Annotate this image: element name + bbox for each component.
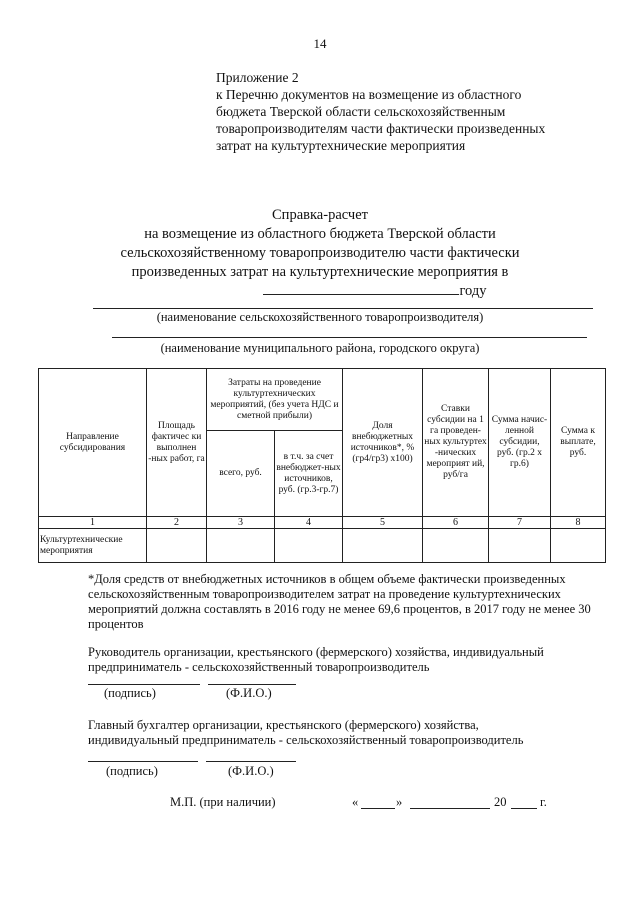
footnote: *Доля средств от внебюджетных источников в общем объеме фактически произведенных сельскохозяйственным товаропроизводителем затрат на проведение культуртехнических мероприятий должна составлять в 2016 году не менее 69,6 процентов, в 2017 году не менее 30 процентов — [88, 572, 591, 631]
header-payout: Сумма к выплате, руб. — [551, 369, 606, 517]
table-row — [39, 529, 606, 563]
header-costs-group: Затраты на проведение культуртехнических мероприятий, (без учета НДС и сметной прибыли) — [207, 369, 343, 431]
page-number: 14 — [313, 36, 327, 51]
cell-share[interactable] — [343, 529, 423, 563]
cell-accrued[interactable] — [489, 529, 551, 563]
title-line: на возмещение из областного бюджета Тверской области — [144, 226, 496, 242]
column-number: 4 — [275, 517, 343, 529]
column-number: 1 — [39, 517, 147, 529]
title-line: сельскохозяйственному товаропроизводителю части фактически — [120, 245, 520, 261]
accountant-signature-line[interactable] — [88, 761, 198, 762]
stamp-label: М.П. (при наличии) — [170, 795, 276, 809]
header-share: Доля внебюджетных источников*, % (гр4/гр3) x100) — [343, 369, 423, 517]
date-year-suffix: г. — [540, 795, 547, 809]
appendix-line: товаропроизводителям части фактически произведенных — [216, 121, 546, 136]
head-name-caption: (Ф.И.О.) — [226, 686, 272, 700]
column-number: 5 — [343, 517, 423, 529]
calculation-table — [38, 368, 606, 563]
producer-name-line[interactable] — [93, 308, 593, 309]
appendix-line: к Перечню документов на возмещение из областного — [216, 87, 522, 102]
header-area: Площадь фактичес ки выполнен -ных работ, га — [147, 369, 207, 517]
column-number: 6 — [423, 517, 489, 529]
date-year-prefix: 20 — [494, 795, 507, 809]
header-rates: Ставки субсидии на 1 га проведен-ных культуртех -нических мероприят ий, руб/га — [423, 369, 489, 517]
date-day-blank[interactable] — [361, 808, 395, 809]
title-year-line — [60, 282, 580, 301]
producer-caption: (наименование сельскохозяйственного товаропроизводителя) — [156, 310, 484, 324]
title-year-word: году — [459, 283, 487, 299]
cell-area[interactable] — [147, 529, 207, 563]
accountant-description: Главный бухгалтер организации, крестьянского (фермерского) хозяйства, индивидуальный предприниматель - сельскохозяйственный товаропроизводитель — [88, 718, 524, 747]
year-blank[interactable] — [263, 282, 459, 295]
title-line: произведенных затрат на культуртехнические мероприятия в — [131, 264, 509, 280]
head-description: Руководитель организации, крестьянского (фермерского) хозяйства, индивидуальный предприниматель - сельскохозяйственный товаропроизводитель — [88, 645, 544, 674]
accountant-name-line[interactable] — [206, 761, 296, 762]
accountant-signature-caption: (подпись) — [106, 764, 158, 778]
district-caption: (наименование муниципального района, городского округа) — [160, 341, 480, 355]
cell-costs-total[interactable] — [207, 529, 275, 563]
appendix-line: затрат на культуртехнические мероприятия — [216, 138, 466, 153]
head-name-line[interactable] — [208, 684, 296, 685]
header-costs-total: всего, руб. — [207, 431, 275, 517]
date-close-quote: » — [396, 795, 403, 809]
head-signature-caption: (подпись) — [104, 686, 156, 700]
date-open-quote: « — [352, 795, 359, 809]
document-title — [60, 206, 580, 301]
appendix-title: Приложение 2 — [216, 70, 299, 85]
row-direction: Культуртехнические мероприятия — [39, 529, 147, 563]
column-number: 3 — [207, 517, 275, 529]
header-costs-offbudget: в т.ч. за счет внебюджет-ных источников, руб. (гр.3-гр.7) — [275, 431, 343, 517]
appendix-line: бюджета Тверской области сельскохозяйственным — [216, 104, 506, 119]
column-number: 7 — [489, 517, 551, 529]
appendix-block — [216, 69, 616, 154]
column-number: 2 — [147, 517, 207, 529]
date-month-blank[interactable] — [410, 808, 490, 809]
cell-costs-offbudget[interactable] — [275, 529, 343, 563]
head-signature-line[interactable] — [88, 684, 200, 685]
column-number: 8 — [551, 517, 606, 529]
district-name-line[interactable] — [112, 337, 587, 338]
cell-rate[interactable] — [423, 529, 489, 563]
title-heading: Справка-расчет — [272, 207, 368, 223]
date-year-blank[interactable] — [511, 808, 537, 809]
header-accrued: Сумма начис-ленной субсидии, руб. (гр.2 x гр.6) — [489, 369, 551, 517]
accountant-name-caption: (Ф.И.О.) — [228, 764, 274, 778]
header-direction: Направление субсидирования — [39, 369, 147, 517]
cell-payout[interactable] — [551, 529, 606, 563]
